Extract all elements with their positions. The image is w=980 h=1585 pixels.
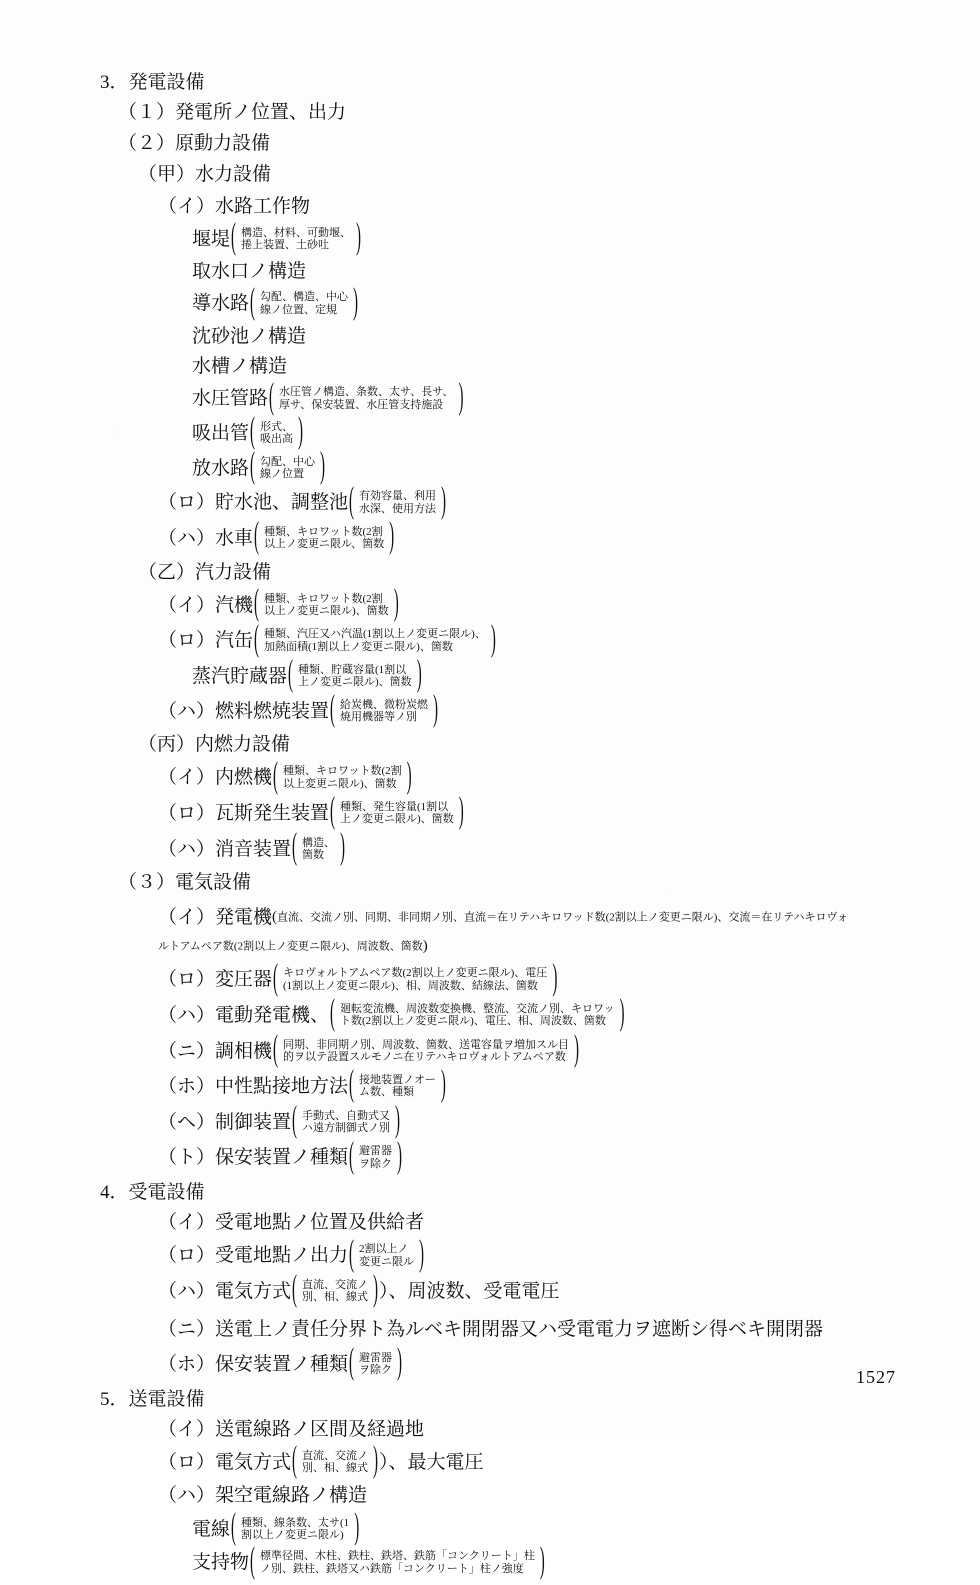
item-ni-breaker-label: （ニ）送電上ノ責任分界ト為ルベキ開閉器又ハ受電電力ヲ遮断シ得ベキ開閉器 [158,1318,824,1340]
item-ha-silencer [158,837,900,862]
item-ha-turbine-note: ( 種類、キロワット数(2割 以上ノ変更ニ限ル、箇数 ) [253,526,395,551]
item-steam-accumulator-note: ( 種類、貯蔵容量(1割以 上ノ変更ニ限ル)、箇数 ) [287,664,423,689]
item-ro-boiler-label: （ロ）汽缶 [158,630,254,652]
item-tailrace-note: ( 勾配、中心 線ノ位置 ) [249,456,326,481]
item-he-control-device-label: （ヘ）制御装置 [158,1111,292,1133]
item-ho-safety-device [158,1352,900,1377]
item-ha-combustion-label: （ハ）燃料燃焼装置 [158,700,330,722]
item-ro-reservoir-label: （ロ）貯水池、調整池 [158,492,349,514]
item-ho-neutral-grounding-note: ( 接地装置ノオー ム数、種類 ) [348,1074,447,1099]
item-ho-neutral-grounding [158,1074,900,1099]
item-i-transmission-route-label: （イ）送電線路ノ区間及経過地 [158,1418,425,1440]
item-ha-turbine [158,526,900,551]
item-i-waterway [158,196,900,216]
item-i-generator-note: 直流、交流ノ別、同期、非同期ノ別、直流＝在リテハキロワッド数(2割以上ノ変更ニ限ル)、交流＝在リテハキロヴォルトアムペア数(2割以上ノ変更ニ限ル)、周波数、箇数 [158,911,849,953]
item-i-waterway-label: （イ）水路工作物 [158,195,311,217]
item-headrace-note: ( 勾配、構造、中心 線ノ位置、定規 ) [249,291,359,316]
item-i-steam-engine-note: ( 種類、キロワット数(2割 以上ノ変更ニ限ル)、箇数 ) [253,593,400,618]
item-ro-transmission-system-tail: ）、最大電圧 [379,1451,484,1473]
item-ko-hydro-label: （甲）水力設備 [138,164,272,186]
item-ha-motor-generator [158,1003,900,1028]
item-hei-internal-label: （丙）内燃力設備 [138,734,291,756]
heading-section-5-label: 5．送電設備 [100,1388,205,1410]
heading-section-3 [100,72,900,92]
item-penstock [192,386,900,411]
close-paren: ) [422,937,428,954]
item-tailrace [192,456,900,481]
item-ni-phase-modifier [158,1039,900,1064]
item-desander-label: 沈砂池ノ構造 [192,326,307,348]
item-ro-boiler-note: ( 種類、汽圧又ハ汽温(1割以上ノ変更ニ限ル)、 加熱面積(1割以上ノ変更ニ限ル)、箇数 ) [253,628,497,653]
item-ko-hydro [138,164,900,184]
item-ro-gas-generator-note: ( 種類、発生容量(1割以 上ノ変更ニ限ル)、箇数 ) [329,801,465,826]
item-ha-electric-system [158,1279,900,1304]
item-penstock-label: 水圧管路 [192,388,269,410]
item-ha-overhead-line [158,1485,900,1505]
item-ho-neutral-grounding-label: （ホ）中性點接地方法 [158,1075,349,1097]
item-tank-label: 水槽ノ構造 [192,356,288,378]
item-ha-silencer-note: ( 構造、 箇数 ) [291,837,346,862]
item-draft-tube-note: ( 形式、 吸出高 ) [249,421,304,446]
heading-section-3-label: 3．発電設備 [100,72,205,94]
item-i-generator [158,903,858,959]
item-3-1-label: （１）発電所ノ位置、出力 [118,102,347,124]
item-dam-label: 堰堤 [192,228,231,250]
item-ha-motor-generator-note: ( 廻転変流機、周波数変換機、整流、交流ノ別、キロワッ ト数(2割以上ノ変更ニ限ル)、電圧、相、周波数、箇数 ) [329,1003,625,1028]
item-ro-transformer-note: ( キロヴォルトアムペア数(2割以上ノ変更ニ限ル)、電圧 (1割以上ノ変更ニ限ル)、相、周波数、結線法、箇数 ) [272,967,558,992]
item-ro-reservoir-note: ( 有効容量、利用 水深、使用方法 ) [348,490,447,515]
item-3-1 [118,102,900,122]
item-i-engine [158,765,900,790]
item-headrace [192,291,900,316]
item-ro-receiving-output-note: ( 2割以上ノ 変更ニ限ル ) [348,1243,425,1268]
item-3-2-label: （２）原動力設備 [118,133,271,155]
item-conductor [192,1517,900,1542]
item-to-safety-device [158,1145,900,1170]
item-ro-gas-generator [158,801,900,826]
item-ha-combustion [158,699,900,724]
item-support [192,1550,900,1575]
item-ni-phase-modifier-label: （ニ）調相機 [158,1040,273,1062]
item-ha-turbine-label: （ハ）水車 [158,527,254,549]
item-i-receiving-point-label: （イ）受電地點ノ位置及供給者 [158,1212,425,1234]
item-ro-boiler [158,628,900,653]
item-i-generator-label: （イ）発電機 [158,907,273,929]
item-support-label: 支持物 [192,1552,250,1574]
item-ro-reservoir [158,490,900,515]
item-i-steam-engine-label: （イ）汽機 [158,594,254,616]
item-ro-transmission-system-label: （ロ）電気方式 [158,1451,292,1473]
item-ro-transmission-system [158,1450,900,1475]
heading-section-4-label: 4．受電設備 [100,1182,205,1204]
open-paren: ( [272,909,278,926]
item-he-control-device [158,1110,900,1135]
item-intake [192,261,900,281]
heading-section-5 [100,1389,900,1409]
item-to-safety-device-note: ( 避雷器 ヲ除ク ) [348,1145,403,1170]
heading-section-4 [100,1182,900,1202]
item-ha-motor-generator-label: （ハ）電動発電機、 [158,1004,330,1026]
item-headrace-label: 導水路 [192,293,250,315]
item-ho-safety-device-note: ( 避雷器 ヲ除ク ) [348,1352,403,1377]
item-i-transmission-route [158,1419,900,1439]
page-number: 1527 [856,1367,896,1387]
item-ro-transmission-system-note: ( 直流、交流ノ 別、相、線式 ) [291,1450,379,1475]
item-otsu-steam-label: （乙）汽力設備 [138,561,272,583]
item-penstock-note: ( 水圧管ノ構造、条数、太サ、長サ、 厚サ、保安装置、水圧管支持施設 ) [268,386,464,411]
item-ha-electric-system-label: （ハ）電気方式 [158,1280,292,1302]
item-draft-tube-label: 吸出管 [192,422,250,444]
item-tank [192,356,900,376]
item-dam-note: ( 構造、材料、可動堰、 捲上装置、土砂吐 ) [230,227,362,252]
item-ro-receiving-output [158,1243,900,1268]
item-intake-label: 取水口ノ構造 [192,261,307,283]
item-i-engine-note: ( 種類、キロワット数(2割 以上変更ニ限ル)、箇数 ) [272,765,413,790]
item-ro-transformer [158,967,900,992]
item-3-3-label: （３）電気設備 [118,872,252,894]
item-steam-accumulator-label: 蒸汽貯蔵器 [192,665,288,687]
item-dam [192,227,900,252]
item-he-control-device-note: ( 手動式、自動式又 ハ遠方制御式ノ別 ) [291,1110,401,1135]
item-ha-silencer-label: （ハ）消音装置 [158,838,292,860]
item-i-receiving-point [158,1212,900,1232]
item-3-2 [118,133,900,153]
item-hei-internal [138,734,900,754]
item-support-note: ( 標準径間、木柱、鉄柱、鉄塔、鉄筋「コンクリート」柱 ノ別、鉄柱、鉄塔又ハ鉄筋「コンクリート」柱ノ強度 ) [249,1550,546,1575]
item-ha-overhead-line-label: （ハ）架空電線路ノ構造 [158,1485,368,1507]
item-ro-receiving-output-label: （ロ）受電地點ノ出力 [158,1245,349,1267]
item-to-safety-device-label: （ト）保安装置ノ種類 [158,1147,349,1169]
document-body [100,60,900,1585]
item-tailrace-label: 放水路 [192,457,250,479]
item-ho-safety-device-label: （ホ）保安装置ノ種類 [158,1353,349,1375]
item-ha-electric-system-tail: ）、周波数、受電電圧 [379,1280,560,1302]
item-ro-transformer-label: （ロ）変圧器 [158,969,273,991]
item-ha-combustion-note: ( 給炭機、微粉炭燃 焼用機器等ノ別 ) [329,699,439,724]
item-otsu-steam [138,562,900,582]
item-desander [192,326,900,346]
item-3-3 [118,872,900,892]
item-ha-electric-system-note: ( 直流、交流ノ 別、相、線式 ) [291,1279,379,1304]
item-conductor-label: 電線 [192,1518,231,1540]
item-ro-gas-generator-label: （ロ）瓦斯発生装置 [158,802,330,824]
item-draft-tube [192,421,900,446]
item-steam-accumulator [192,664,900,689]
item-i-steam-engine [158,593,900,618]
item-ni-breaker [158,1315,848,1343]
item-conductor-note: ( 種類、線条数、太サ(1 割以上ノ変更ニ限ル) ) [230,1517,360,1542]
item-i-engine-label: （イ）内燃機 [158,767,273,789]
item-ni-phase-modifier-note: ( 同期、非同期ノ別、周波数、箇数、送電容量ヲ増加スル目 的ヲ以テ設置スルモノニ在リテハキロヴォルトアムペア数 ) [272,1039,580,1064]
